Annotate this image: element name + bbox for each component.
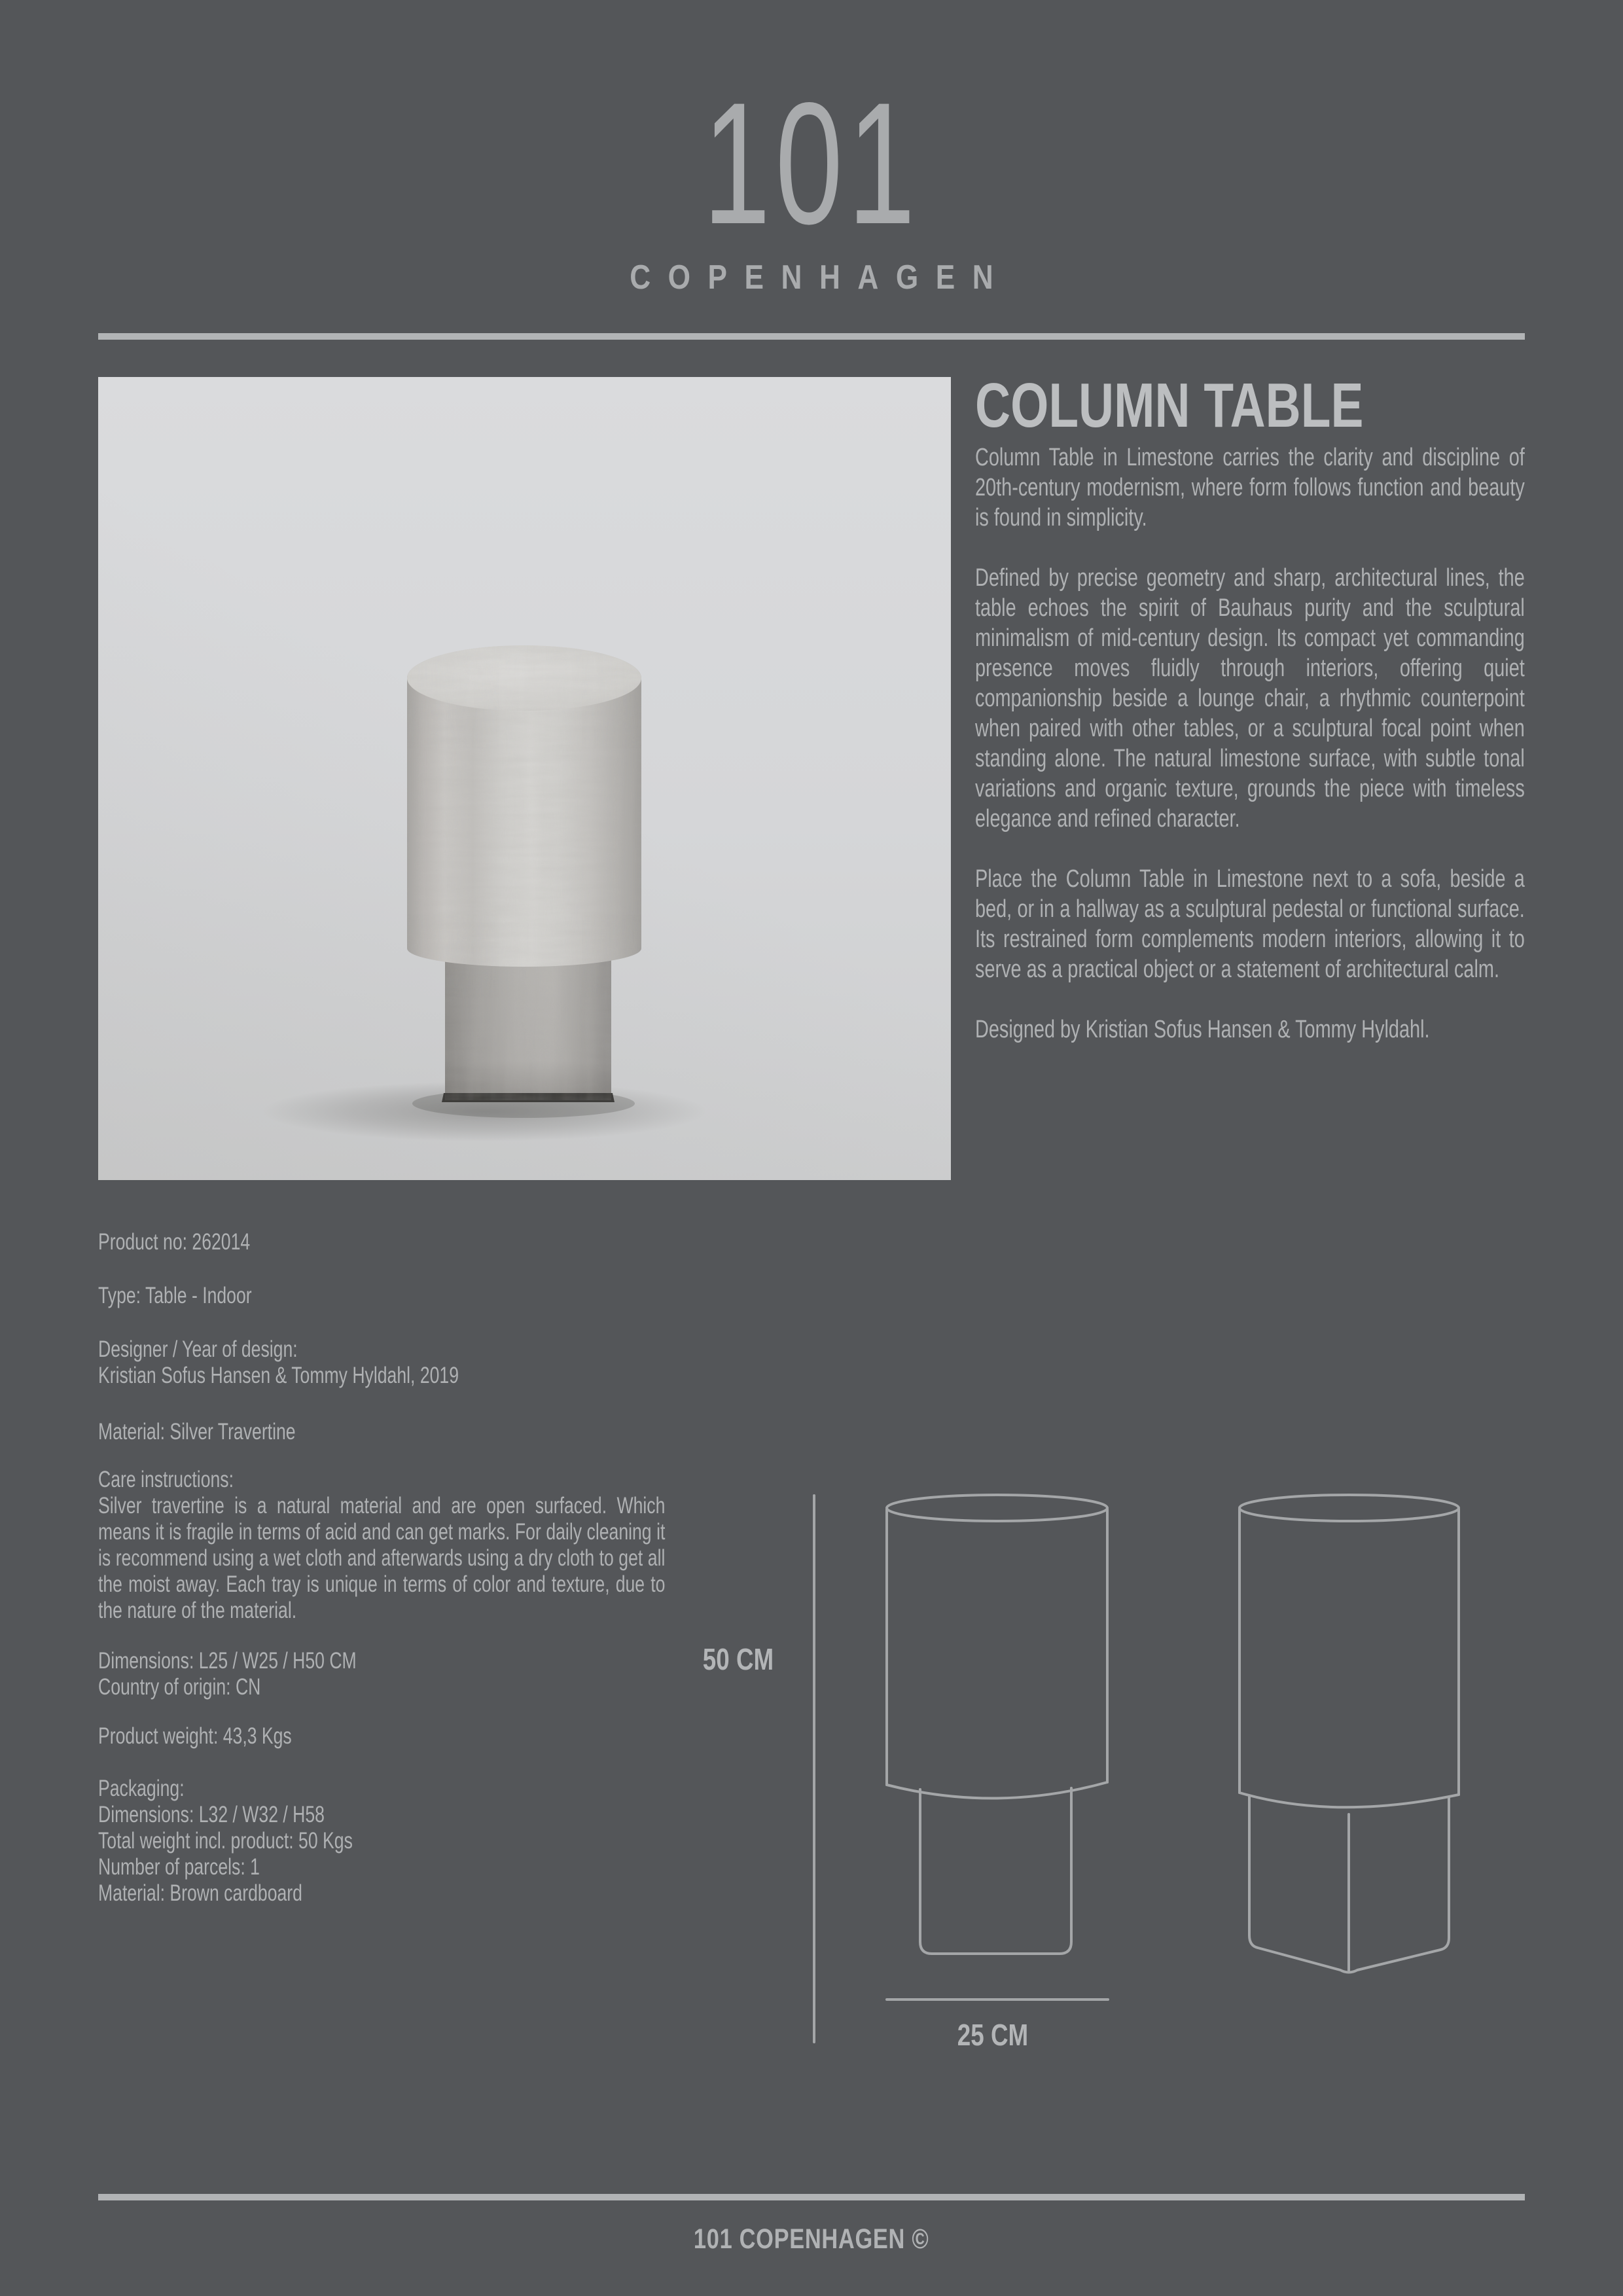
technical-drawings-lineart (687, 1479, 1531, 2055)
footer-copyright: 101 COPENHAGEN © (694, 2223, 929, 2255)
technical-drawings (687, 1479, 1531, 2055)
footer-divider (98, 2194, 1525, 2200)
description-paragraph-2: Defined by precise geometry and sharp, architectural lines, the table echoes the spirit of Bauhaus purity and the sculptural minimalism of mid-century design. Its compact yet commanding presence moves fluidly through interiors, offering quiet companionship beside a lounge chair, a rhythmic counterpoint when paired with other tables, or a sculptural focal point when standing alone. The natural limestone surface, with subtle tonal variations and organic texture, grounds the piece with timeless elegance and refined character. (975, 564, 1525, 833)
spec-dimensions: Dimensions: L25 / W25 / H50 CM (98, 1648, 357, 1674)
side-view-drawing (1240, 1495, 1459, 1973)
spec-care-text: Silver travertine is a natural material and are open surfaced. Which means it is fragile in terms of acid and can get marks. For daily cleaning it is recommend using a wet cloth and afterwards using a dry cloth to get all the moist away. Each tray is unique in terms of color and texture, due to the nature of the material. (98, 1493, 666, 1623)
spec-type: Type: Table - Indoor (98, 1283, 252, 1308)
spec-packaging-material: Material: Brown cardboard (98, 1880, 302, 1906)
spec-packaging-weight: Total weight incl. product: 50 Kgs (98, 1828, 353, 1854)
footer (0, 2225, 1623, 2253)
spec-packaging-label: Packaging: (98, 1776, 185, 1801)
spec-product-no: Product no: 262014 (98, 1229, 251, 1255)
spec-material: Material: Silver Travertine (98, 1419, 296, 1444)
product-description (975, 442, 1525, 1045)
drawing-strokes (814, 1495, 1459, 2042)
width-dimension-label: 25 CM (957, 2018, 1029, 2052)
description-paragraph-4: Designed by Kristian Sofus Hansen & Tommy Hyldahl. (975, 1016, 1430, 1043)
brand-logo-word: COPENHAGEN (630, 259, 1011, 296)
spec-packaging-dimensions: Dimensions: L32 / W32 / H58 (98, 1802, 325, 1827)
header-divider (98, 333, 1525, 340)
product-photo (98, 377, 951, 1180)
spec-origin: Country of origin: CN (98, 1674, 261, 1700)
product-title: COLUMN TABLE (975, 370, 1364, 440)
spec-weight: Product weight: 43,3 Kgs (98, 1723, 292, 1749)
description-paragraph-3: Place the Column Table in Limestone next to a sofa, beside a bed, or in a hallway as a sculptural pedestal or functional surface. Its restrained form complements modern interiors, allowing it to serve as a practical object or a statement of architectural calm. (975, 865, 1525, 983)
description-paragraph-1: Column Table in Limestone carries the clarity and discipline of 20th-century modernism, where form follows function and beauty is found in simplicity. (975, 444, 1525, 531)
product-photo-image (98, 377, 951, 1180)
spec-packaging-parcels: Number of parcels: 1 (98, 1854, 260, 1880)
brand-logo-number: 101 (703, 67, 920, 260)
spec-designer-label: Designer / Year of design: (98, 1336, 298, 1362)
spec-care-label: Care instructions: (98, 1467, 234, 1492)
front-view-drawing (887, 1495, 1107, 1954)
brand-logo-wordmark (0, 260, 1623, 295)
brand-logo (0, 67, 1623, 260)
height-dimension-label: 50 CM (702, 1642, 774, 1676)
spec-designer-value: Kristian Sofus Hansen & Tommy Hyldahl, 2019 (98, 1363, 459, 1388)
